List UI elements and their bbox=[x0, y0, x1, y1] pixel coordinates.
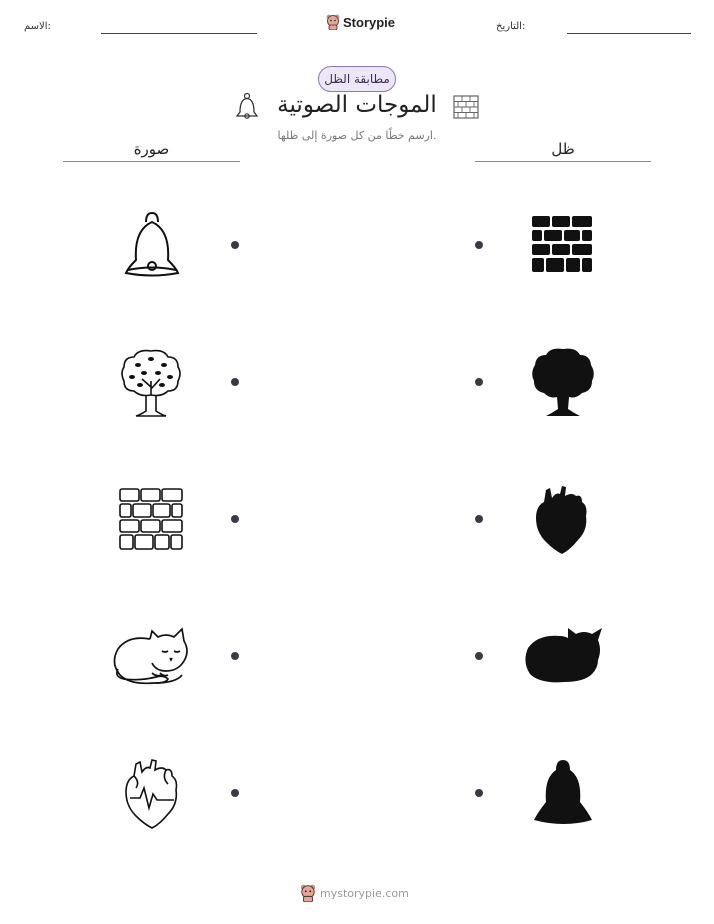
match-dot-left[interactable] bbox=[231, 789, 239, 797]
match-dot-left[interactable] bbox=[231, 241, 239, 249]
match-dot-left[interactable] bbox=[231, 652, 239, 660]
brick-title-icon bbox=[453, 95, 479, 119]
match-dot-right[interactable] bbox=[475, 789, 483, 797]
activity-badge: مطابقة الظل bbox=[318, 66, 396, 92]
match-dot-left[interactable] bbox=[231, 378, 239, 386]
bell-icon[interactable] bbox=[120, 210, 184, 280]
name-label: الاسم: bbox=[24, 21, 51, 32]
bear-logo-icon bbox=[300, 884, 316, 902]
match-dot-left[interactable] bbox=[231, 515, 239, 523]
brick-wall-shadow[interactable] bbox=[530, 214, 594, 276]
date-field[interactable] bbox=[567, 33, 691, 34]
instructions: ارسم خطًا من كل صورة إلى ظلها. bbox=[277, 129, 437, 142]
page-title: الموجات الصوتية bbox=[277, 92, 437, 118]
match-dot-right[interactable] bbox=[475, 241, 483, 249]
match-dot-right[interactable] bbox=[475, 378, 483, 386]
brand-logo bbox=[326, 14, 395, 30]
cat-shadow[interactable] bbox=[522, 624, 604, 686]
bear-logo-icon bbox=[326, 14, 340, 30]
column-header-picture: صورة bbox=[133, 140, 170, 158]
column-underline-shadow bbox=[475, 161, 651, 162]
footer-link[interactable]: mystorypie.com bbox=[320, 886, 409, 900]
tree-shadow[interactable] bbox=[530, 345, 596, 419]
bell-shadow[interactable] bbox=[532, 758, 594, 828]
brand-name: Storypie bbox=[343, 14, 396, 30]
column-header-shadow: ظل bbox=[551, 140, 575, 158]
match-dot-right[interactable] bbox=[475, 652, 483, 660]
match-dot-right[interactable] bbox=[475, 515, 483, 523]
brick-wall-icon[interactable] bbox=[118, 487, 184, 551]
sleeping-cat-icon[interactable] bbox=[110, 625, 194, 687]
footer bbox=[300, 884, 414, 902]
tree-icon[interactable] bbox=[118, 345, 184, 419]
heart-shadow[interactable] bbox=[532, 484, 590, 556]
column-underline-picture bbox=[63, 161, 240, 162]
date-label: التاريخ: bbox=[496, 21, 526, 32]
heart-icon[interactable] bbox=[122, 758, 182, 830]
name-field[interactable] bbox=[101, 33, 257, 34]
